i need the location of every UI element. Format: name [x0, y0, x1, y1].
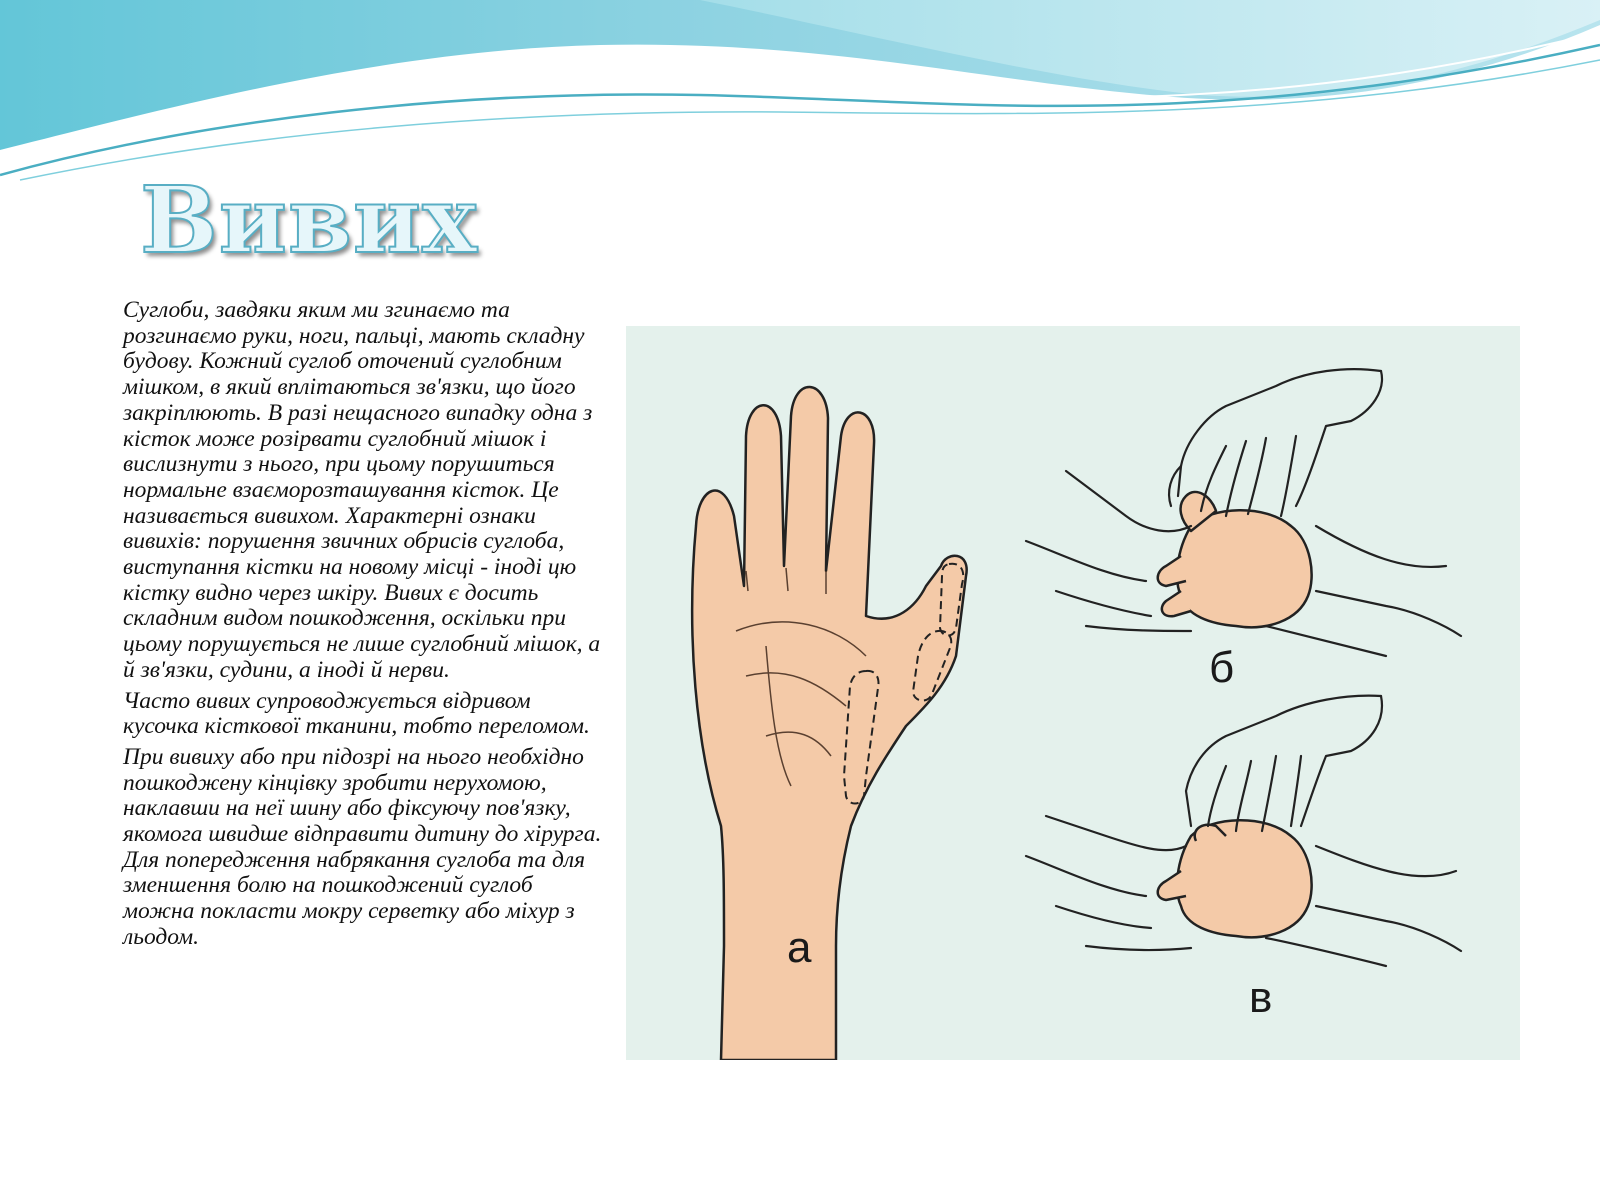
dislocation-illustration [626, 326, 1520, 1060]
body-text [123, 298, 608, 956]
paragraph-3: При вивиху або при підозрі на нього необхідно пошкоджену кінцівку зробити нерухомою, наклавши на неї шину або фіксуючу пов'язку, якомога швидше відправити дитину до хірурга. Для попередження набрякання суглоба та для зменшення болю на пошкоджений суглоб можна покласти мокру серветку або міхур з льодом. [123, 743, 602, 950]
paragraph-1: Суглоби, завдяки яким ми згинаємо та розгинаємо руки, ноги, пальці, мають складну будову. Кожний суглоб оточений суглобним мішком, в який вплітаються зв'язки, що його закріплюють. В разі нещасного випадку одна з кісток може розірвати суглобний мішок і вислизнути з нього, при цьому порушиться нормальне взаєморозташування кісток. Це називається вивихом. Характерні ознаки вивихів: порушення звичних обрисів суглоба, виступання кістки на новому місці - іноді цю кістку видно через шкіру. Вивих є досить складним видом пошкодження, оскільки при цьому порушується не лише суглобний мішок, а й зв'язки, судини, а іноді й нерви. [123, 297, 601, 683]
figure-label-b: б [1209, 643, 1235, 692]
hand-drawings [626, 326, 1520, 1060]
figure-label-a: а [787, 923, 812, 972]
figure-label-v: в [1249, 973, 1273, 1022]
slide-title: Вивих [140, 166, 479, 274]
paragraph-2: Часто вивих супроводжується відривом кусочка кісткової тканини, тобто переломом. [123, 687, 590, 740]
